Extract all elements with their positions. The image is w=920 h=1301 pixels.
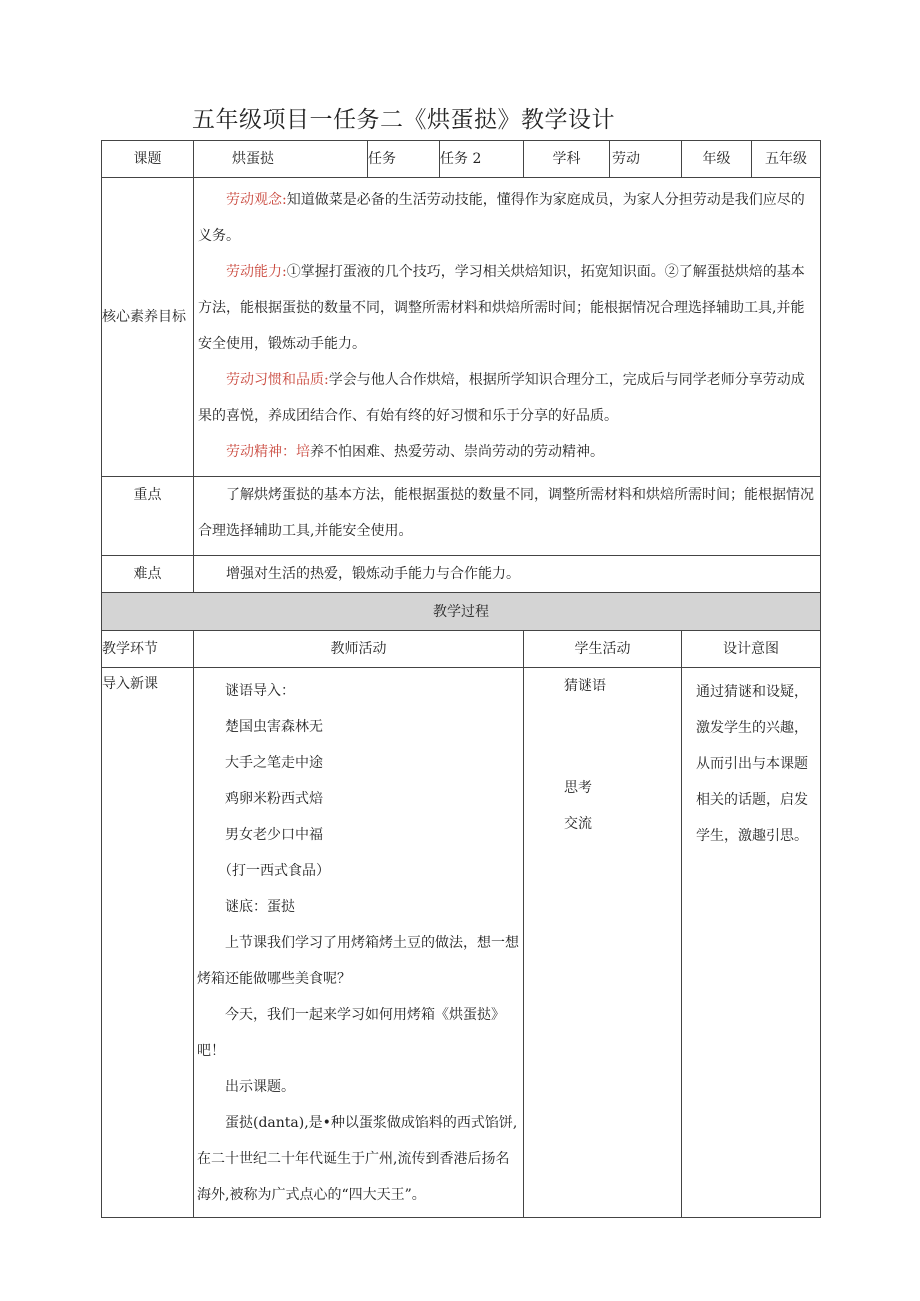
document-title: 五年级项目一任务二《烘蛋挞》教学设计: [192, 107, 615, 133]
teacher-line: 今天，我们一起来学习如何用烤箱《烘蛋挞》吧！: [197, 1007, 505, 1059]
teacher-line: 大手之笔走中途: [225, 755, 323, 771]
key-point-label: 重点: [102, 477, 194, 556]
col-teacher: 教师活动: [194, 631, 524, 668]
student-item: 交流: [564, 816, 592, 832]
core-item-spirit: [198, 434, 816, 470]
teacher-line: 谜底：蛋挞: [225, 899, 295, 915]
core-item-body: 知道做菜是必备的生活劳动技能，懂得作为家庭成员，为家人分担劳动是我们应尽的义务。: [198, 192, 805, 244]
difficulty-text: 增强对生活的热爱，锻炼动手能力与合作能力。: [194, 556, 821, 593]
teacher-line: 蛋挞(danta),是•种以蛋浆做成馅料的西式馅饼,在二十世纪二十年代诞生于广州,流传到香港后扬名海外,被称为广式点心的“四大天王”。: [197, 1115, 518, 1203]
core-item-head: 劳动精神：培: [226, 444, 310, 460]
teacher-line: 出示课题。: [225, 1079, 295, 1095]
process-columns-row: [102, 631, 821, 668]
topic-value: 烘蛋挞: [194, 141, 368, 178]
core-item-body: 养不怕困难、热爱劳动、崇尚劳动的劳动精神。: [310, 444, 604, 460]
stage-cell: 导入新课: [102, 668, 194, 1218]
intent-cell: 通过猜谜和设疑，激发学生的兴趣，从而引出与本课题相关的话题，启发学生，激趣引思。: [682, 668, 821, 1218]
core-literacy-row: [102, 178, 821, 477]
col-intent: 设计意图: [682, 631, 821, 668]
core-item-concept: [198, 182, 816, 254]
key-point-text: 了解烘烤蛋挞的基本方法，能根据蛋挞的数量不同，调整所需材料和烘焙所需时间；能根据情况合理选择辅助工具,并能安全使用。: [198, 487, 814, 539]
topic-label: 课题: [102, 141, 194, 178]
grade-value: 五年级: [752, 141, 821, 178]
core-label: 核心素养目标: [102, 178, 194, 477]
col-stage: 教学环节: [102, 631, 194, 668]
key-point-text-cell: [194, 477, 821, 556]
student-item: 猜谜语: [564, 678, 606, 694]
teacher-line: 鸡卵米粉西式焙: [225, 791, 323, 807]
task-value: 任务 2: [440, 141, 524, 178]
process-header: 教学过程: [102, 593, 821, 631]
info-row: [102, 141, 821, 178]
process-header-row: [102, 593, 821, 631]
core-item-habit: [198, 362, 816, 434]
core-item-ability: [198, 254, 816, 362]
teacher-line: 谜语导入：: [225, 683, 295, 699]
core-item-body: 学会与他人合作烘焙，根据所学知识合理分工，完成后与同学老师分享劳动成果的喜悦，养成团结合作、有始有终的好习惯和乐于分享的好品质。: [198, 372, 805, 424]
key-point-row: [102, 477, 821, 556]
difficulty-label: 难点: [102, 556, 194, 593]
teacher-line: 楚国虫害森林无: [225, 719, 323, 735]
teacher-line: 男女老少口中福: [225, 827, 323, 843]
col-student: 学生活动: [524, 631, 682, 668]
grade-label: 年级: [682, 141, 752, 178]
task-label: 任务: [368, 141, 440, 178]
student-item: 思考: [564, 780, 592, 796]
core-item-body: ①掌握打蛋液的几个技巧，学习相关烘焙知识，拓宽知识面。②了解蛋挞烘焙的基本方法，能根据蛋挞的数量不同，调整所需材料和烘焙所需时间；能根据情况合理选择辅助工具,并能安全使用，锻炼动手能力。: [198, 264, 805, 352]
teacher-line: （打一西式食品）: [218, 863, 330, 879]
teacher-activity-cell: [194, 668, 524, 1218]
core-item-head: 劳动习惯和品质:: [226, 372, 329, 388]
lesson-plan-table: [101, 140, 821, 1218]
student-activity-cell: [524, 668, 682, 1218]
difficulty-row: [102, 556, 821, 593]
core-item-head: 劳动能力:: [226, 264, 287, 280]
teacher-line: 上节课我们学习了用烤箱烤土豆的做法，想一想烤箱还能做哪些美食呢？: [197, 935, 519, 987]
process-row: [102, 668, 821, 1218]
core-item-head: 劳动观念:: [226, 192, 287, 208]
subject-value: 劳动: [610, 141, 682, 178]
subject-label: 学科: [524, 141, 610, 178]
core-content: [194, 178, 821, 477]
